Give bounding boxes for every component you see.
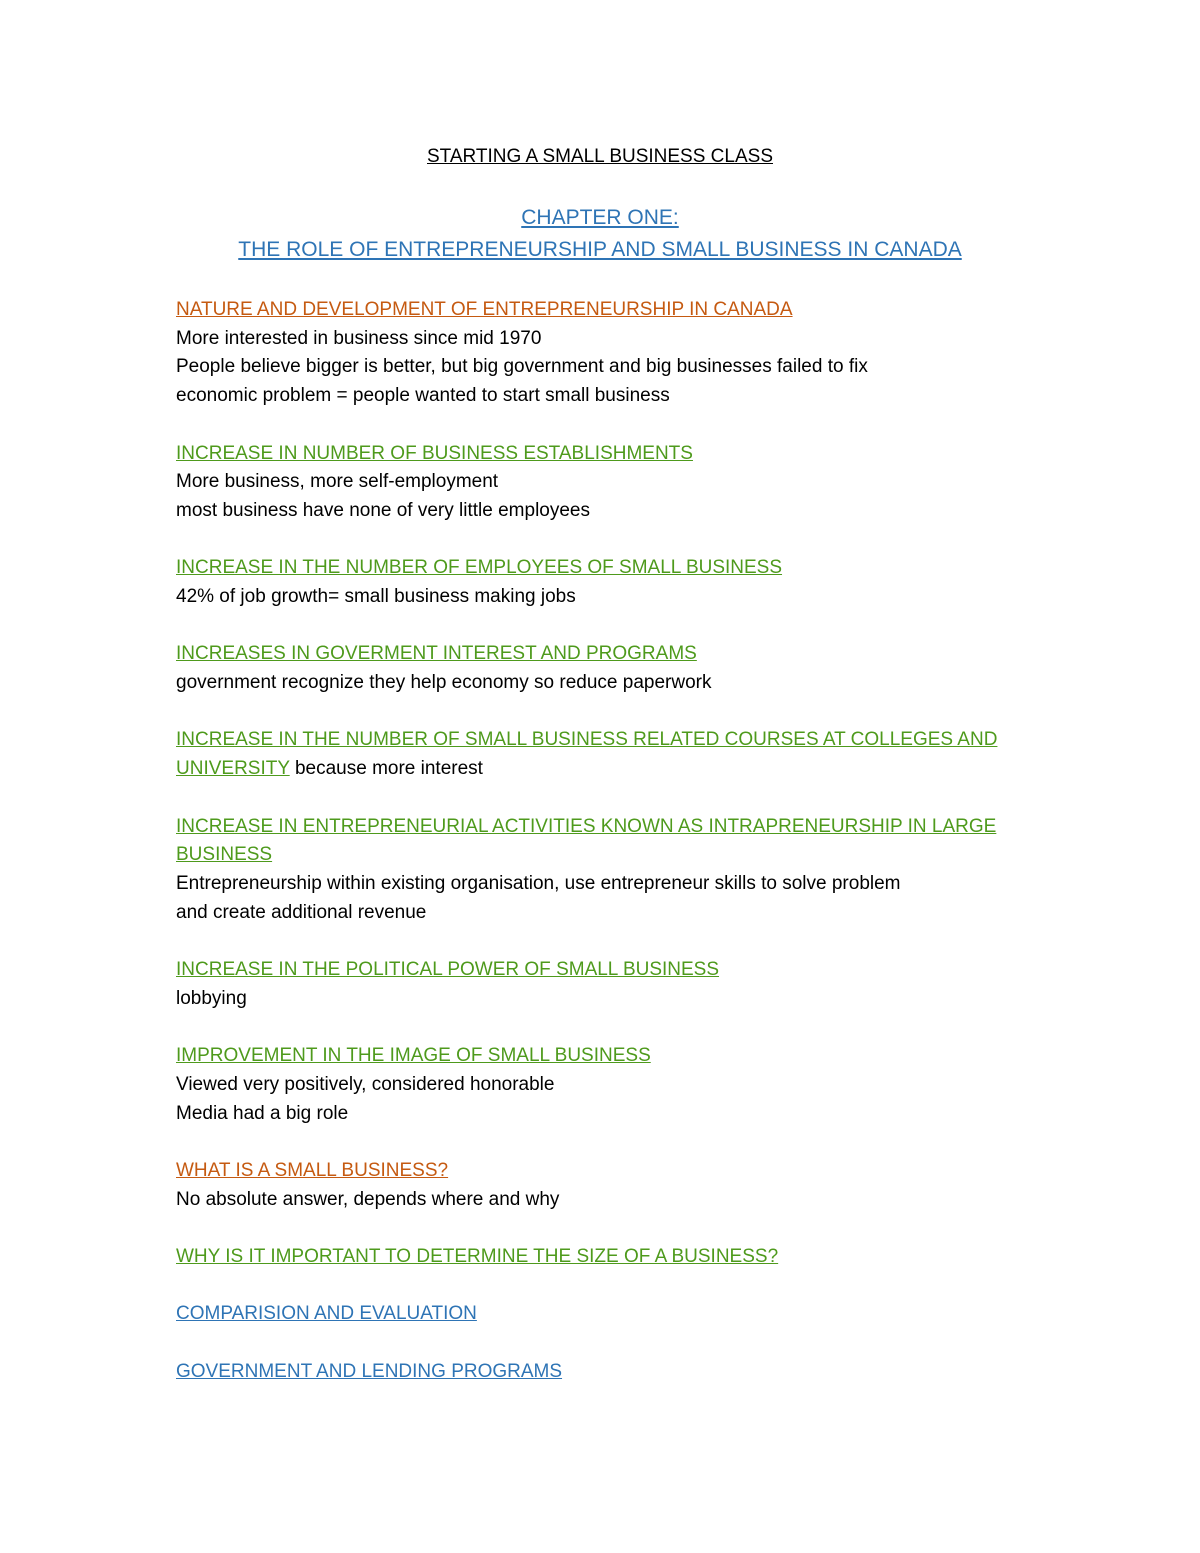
section-heading: WHY IS IT IMPORTANT TO DETERMINE THE SIZE OF A BUSINESS? (176, 1246, 779, 1268)
body-line: lobbying (176, 987, 247, 1009)
section-nature-development (176, 296, 1036, 411)
section-heading: GOVERNMENT AND LENDING PROGRAMS (176, 1360, 563, 1382)
document-title: STARTING A SMALL BUSINESS CLASS (427, 146, 773, 167)
section-heading: NATURE AND DEVELOPMENT OF ENTREPRENEURSHIP IN CANADA (176, 299, 793, 320)
inline-body-text: because more interest (289, 758, 483, 780)
chapter-label: CHAPTER ONE: (521, 206, 679, 229)
section-comparison (176, 1300, 1036, 1329)
body-line: and create additional revenue (176, 901, 427, 923)
section-intrapreneurship (176, 813, 1036, 928)
section-heading: INCREASE IN THE POLITICAL POWER OF SMALL BUSINESS (176, 959, 720, 981)
section-courses (176, 726, 1036, 783)
section-heading: INCREASE IN THE NUMBER OF EMPLOYEES OF SMALL BUSINESS (176, 557, 783, 579)
section-lending-programs (176, 1358, 1036, 1387)
section-political-power (176, 956, 1036, 1013)
section-heading: IMPROVEMENT IN THE IMAGE OF SMALL BUSINESS (176, 1045, 651, 1067)
body-line: economic problem = people wanted to start small business (176, 385, 670, 407)
section-heading: WHAT IS A SMALL BUSINESS? (176, 1159, 449, 1181)
section-heading: INCREASE IN ENTREPRENEURIAL ACTIVITIES KNOWN AS INTRAPRENEURSHIP IN LARGE (176, 815, 997, 837)
body-line: People believe bigger is better, but big government and big businesses failed to fix (176, 356, 868, 378)
section-what-is-small-business (176, 1157, 1036, 1214)
body-line: No absolute answer, depends where and why (176, 1188, 560, 1210)
document-body (176, 296, 1036, 1415)
body-line: most business have none of very little employees (176, 499, 590, 521)
section-business-establishments (176, 440, 1036, 526)
body-line: Viewed very positively, considered honorable (176, 1073, 555, 1095)
body-line: Media had a big role (176, 1102, 349, 1124)
section-heading: INCREASES IN GOVERMENT INTEREST AND PROGRAMS (176, 643, 697, 665)
heading-continuation-line (176, 755, 1036, 784)
section-government-interest (176, 640, 1036, 697)
section-heading: COMPARISION AND EVALUATION (176, 1303, 477, 1325)
body-line: 42% of job growth= small business making jobs (176, 586, 576, 607)
section-heading-continued: UNIVERSITY (176, 758, 290, 780)
section-heading-continued: BUSINESS (176, 844, 273, 866)
section-heading: INCREASE IN NUMBER OF BUSINESS ESTABLISHMENTS (176, 442, 693, 464)
section-image (176, 1042, 1036, 1128)
body-line: More business, more self-employment (176, 471, 499, 493)
section-employees (176, 554, 1036, 611)
body-line: More interested in business since mid 1970 (176, 327, 542, 349)
section-why-size (176, 1243, 1036, 1272)
chapter-title: THE ROLE OF ENTREPRENEURSHIP AND SMALL BUSINESS IN CANADA (238, 238, 962, 261)
body-line: Entrepreneurship within existing organisation, use entrepreneur skills to solve problem (176, 872, 901, 894)
section-heading: INCREASE IN THE NUMBER OF SMALL BUSINESS RELATED COURSES AT COLLEGES AND (176, 729, 998, 751)
body-line: government recognize they help economy so reduce paperwork (176, 672, 712, 694)
